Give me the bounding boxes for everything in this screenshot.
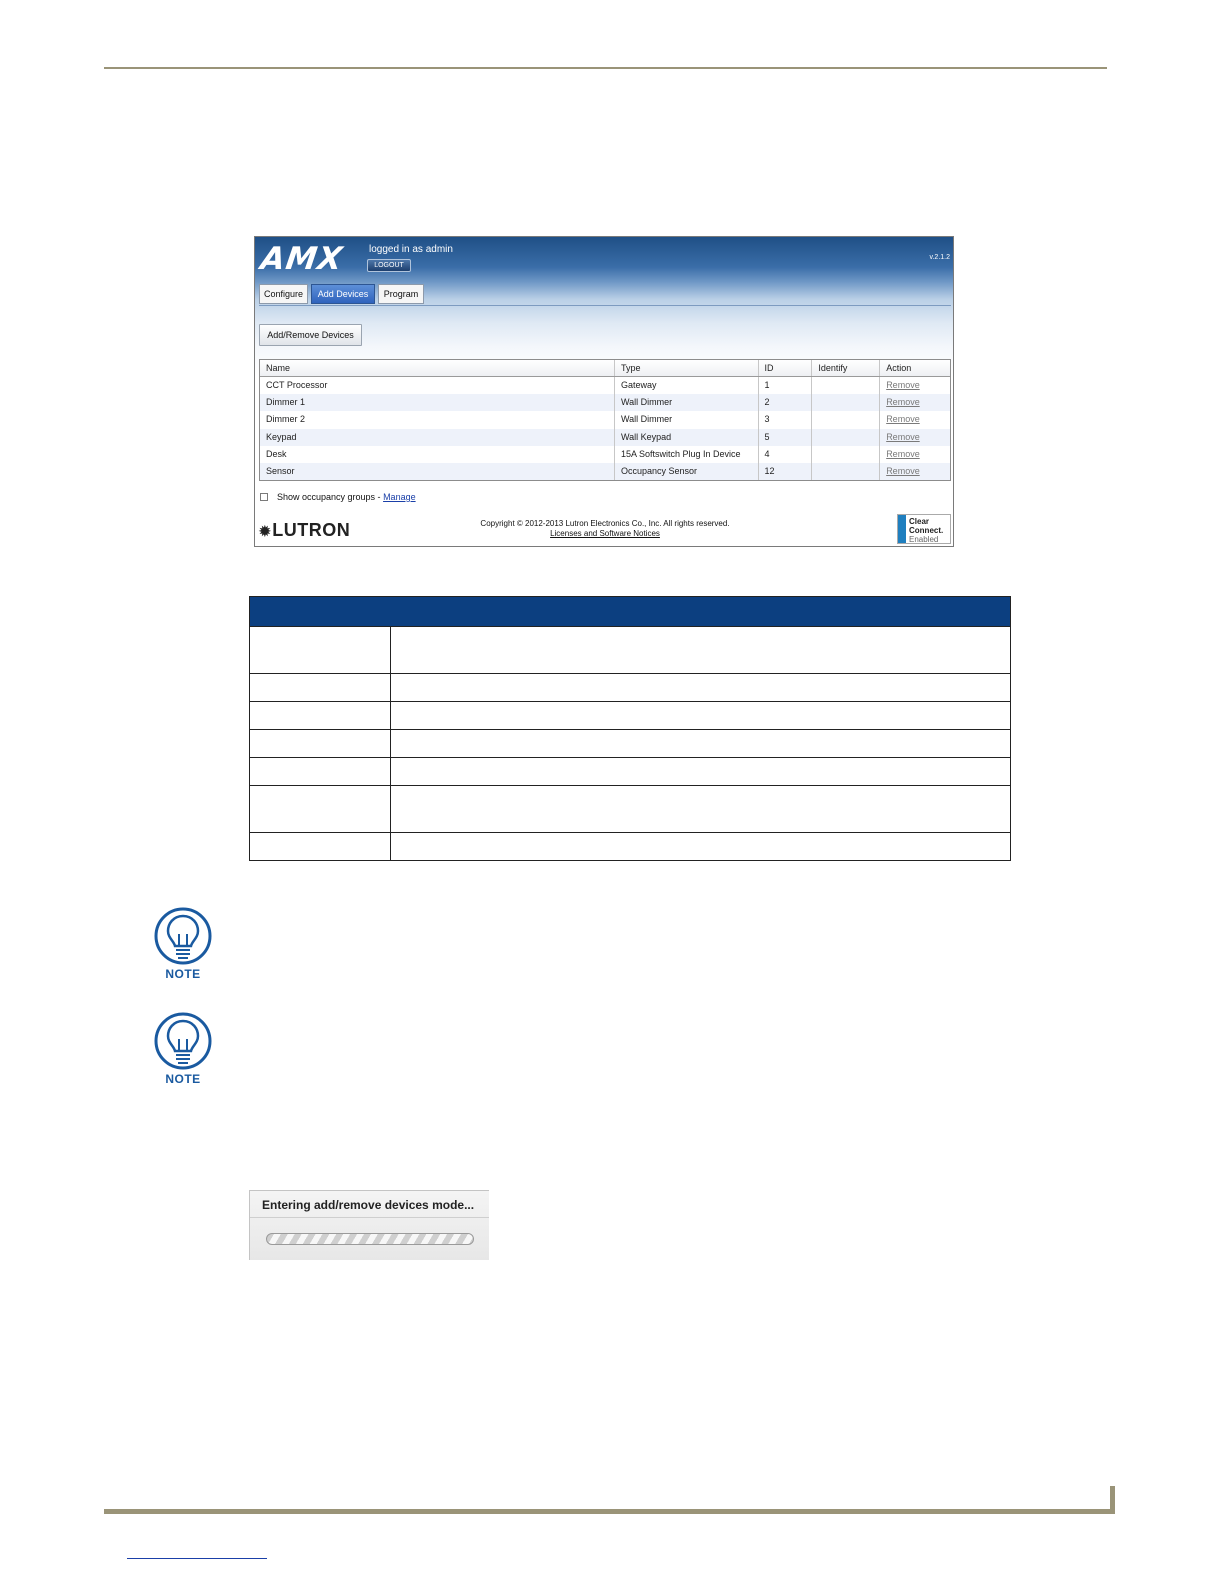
lutron-logo: ✹LUTRON — [259, 520, 351, 540]
lutron-badge-strip — [898, 515, 906, 543]
table-header-row — [260, 360, 950, 377]
remove-link[interactable]: Remove — [886, 431, 920, 442]
lightbulb-icon — [153, 1011, 213, 1071]
lightbulb-icon — [153, 906, 213, 966]
device-identify[interactable] — [812, 463, 880, 480]
table-row[interactable] — [260, 377, 950, 394]
note-callout-2 — [152, 1011, 214, 1086]
add-remove-devices-button[interactable]: Add/Remove Devices — [259, 324, 362, 346]
device-identify[interactable] — [812, 446, 880, 463]
device-type: Gateway — [615, 377, 759, 394]
remove-link[interactable]: Remove — [886, 397, 920, 408]
device-name: CCT Processor — [260, 377, 615, 394]
device-name: Dimmer 2 — [260, 411, 615, 428]
table-row[interactable] — [260, 394, 950, 411]
note-label: NOTE — [165, 967, 201, 981]
table-row[interactable] — [260, 429, 950, 446]
lutron-sun-icon: ✹ — [259, 523, 272, 539]
remove-link[interactable]: Remove — [886, 414, 920, 425]
tab-configure[interactable]: Configure — [259, 284, 308, 304]
table-row — [250, 786, 1010, 833]
column-header-identify[interactable]: Identify — [812, 360, 880, 376]
clear-connect-badge — [897, 514, 951, 544]
device-identify[interactable] — [812, 377, 880, 394]
table-row[interactable] — [260, 446, 950, 463]
tab-add-devices[interactable]: Add Devices — [311, 284, 375, 304]
table-row[interactable] — [260, 463, 950, 480]
manage-link[interactable]: Manage — [383, 492, 416, 502]
description-table — [249, 596, 1011, 861]
table-row — [250, 758, 1010, 786]
table-row — [250, 833, 1010, 860]
badge-line-3: Enabled — [909, 535, 939, 544]
page-footer-rule — [104, 1509, 1115, 1514]
device-name: Dimmer 1 — [260, 394, 615, 411]
device-id: 3 — [759, 411, 813, 428]
note-label: NOTE — [165, 1072, 201, 1086]
device-type: Wall Keypad — [615, 429, 759, 446]
device-id: 1 — [759, 377, 813, 394]
logged-in-status: logged in as admin — [369, 244, 453, 255]
device-type: 15A Softswitch Plug In Device — [615, 446, 759, 463]
device-type: Wall Dimmer — [615, 411, 759, 428]
device-name: Desk — [260, 446, 615, 463]
remove-link[interactable]: Remove — [886, 448, 920, 459]
column-header-type[interactable]: Type — [615, 360, 759, 376]
table-row — [250, 730, 1010, 758]
copyright-text: Copyright © 2012-2013 Lutron Electronics Co., Inc. All rights reserved. — [480, 519, 730, 528]
occupancy-groups-option — [260, 492, 416, 502]
remove-link[interactable]: Remove — [886, 465, 920, 476]
device-id: 5 — [759, 429, 813, 446]
device-id: 2 — [759, 394, 813, 411]
table-row — [250, 702, 1010, 730]
device-identify[interactable] — [812, 394, 880, 411]
table-row — [250, 674, 1010, 702]
badge-line-2: Connect. — [909, 526, 944, 535]
note-callout-1 — [152, 906, 214, 981]
app-screenshot — [254, 236, 954, 547]
column-header-name[interactable]: Name — [260, 360, 615, 376]
badge-line-1: Clear — [909, 517, 930, 526]
version-label: v.2.1.2 — [929, 254, 950, 261]
progress-dialog — [249, 1190, 489, 1260]
progress-dialog-title: Entering add/remove devices mode... — [262, 1198, 475, 1212]
device-identify[interactable] — [812, 411, 880, 428]
column-header-id[interactable]: ID — [759, 360, 813, 376]
tab-divider — [259, 305, 951, 306]
description-table-header — [250, 597, 1010, 627]
table-row[interactable] — [260, 411, 950, 428]
table-row — [250, 627, 1010, 674]
occupancy-groups-checkbox[interactable] — [260, 493, 268, 501]
device-identify[interactable] — [812, 429, 880, 446]
device-type: Occupancy Sensor — [615, 463, 759, 480]
logout-button[interactable]: LOGOUT — [367, 259, 411, 272]
footer-link-underline[interactable] — [127, 1558, 267, 1559]
progress-bar — [266, 1233, 474, 1245]
licenses-link[interactable]: Licenses and Software Notices — [550, 529, 660, 538]
tab-program[interactable]: Program — [378, 284, 424, 304]
remove-link[interactable]: Remove — [886, 380, 920, 390]
progress-bar-fill — [267, 1234, 473, 1244]
page-header-rule — [104, 67, 1107, 69]
device-name: Sensor — [260, 463, 615, 480]
device-id: 4 — [759, 446, 813, 463]
device-type: Wall Dimmer — [615, 394, 759, 411]
amx-logo: AMX — [258, 241, 346, 277]
progress-dialog-divider — [250, 1217, 489, 1218]
device-id: 12 — [759, 463, 813, 480]
column-header-action[interactable]: Action — [886, 363, 912, 373]
occupancy-groups-label: Show occupancy groups - — [277, 492, 384, 502]
devices-table — [259, 359, 951, 481]
device-name: Keypad — [260, 429, 615, 446]
copyright-notice — [455, 519, 755, 539]
